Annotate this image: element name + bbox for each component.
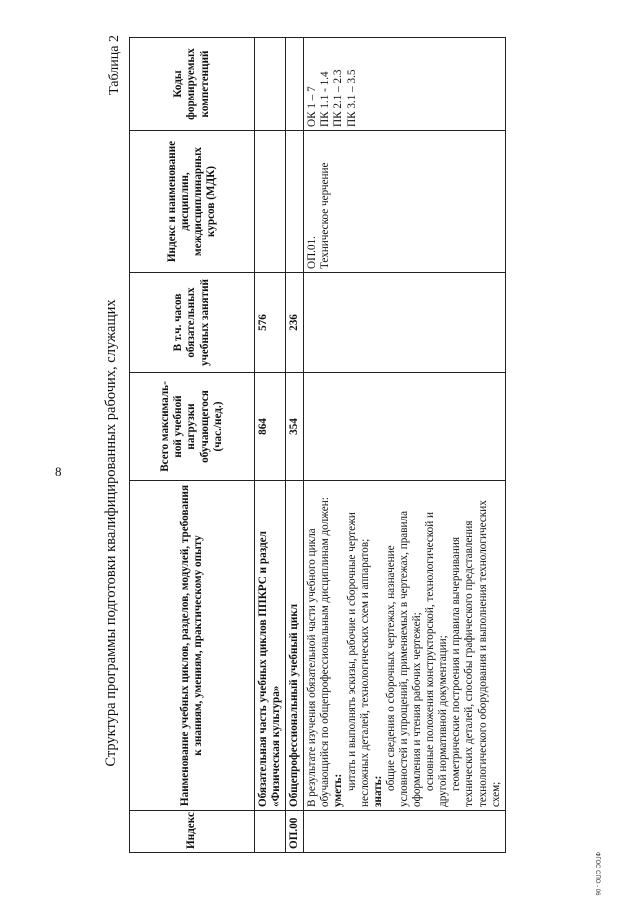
header-competences: Коды формируемых компетенций (130, 38, 255, 131)
table-caption: Структура программы подготовки квалифицированных рабочих, служащих (103, 299, 119, 767)
row-index (255, 811, 286, 853)
row-competences (304, 38, 505, 131)
header-index: Индекс (130, 811, 255, 853)
row-max-load (304, 373, 505, 481)
competence-code: ПК 2.1 – 2.3 (332, 69, 345, 127)
competence-code: ПК 3.1 – 3.5 (345, 69, 358, 127)
row-name: Обязательная часть учебных циклов ППКРС и раздел «Физическая культура» (255, 481, 286, 811)
row-mdk (286, 131, 304, 273)
knowledge-item: общие сведения о сборочных чертежах, назначение условностей и упрощений, применяемых в чертежах, правила оформления и чтения рабочих чертежей; (384, 510, 424, 807)
table-row (286, 38, 304, 853)
header-name: Наименование учебных циклов, разделов, модулей, требования к знаниям, умениям, практическому опыту (130, 481, 255, 811)
header-mdk: Индекс и наименование дисциплин, междисциплинарных курсов (МДК) (130, 131, 255, 273)
knowledge-item: геометрические построения и правила вычерчивания технических деталей, способы графического представления технологического оборудования и выполнения технологических схем; (450, 500, 502, 807)
skill-item: читать и выполнять эскизы, рабочие и сборочные чертежи несложных деталей, технологических схем и аппаратов; (345, 512, 371, 807)
structure-table-container (129, 38, 589, 853)
row-competences (255, 38, 286, 131)
table-row (255, 38, 286, 853)
header-max-load: Всего максималь-ной учебной нагрузки обучающегося (час./нед.) (130, 373, 255, 481)
competence-code: ОК 1 – 7 (306, 86, 319, 127)
row-index: ОП.00 (286, 811, 304, 853)
row-competences (286, 38, 304, 131)
skills-label: уметь: (332, 773, 345, 807)
page-number: 8 (55, 464, 62, 479)
row-max-load: 354 (286, 373, 304, 481)
header-mandatory: В т.ч. часов обязательных учебных занятий (130, 273, 255, 373)
competence-code: ПК 1.1 - 1.4 (319, 71, 332, 127)
row-description (304, 481, 505, 811)
row-mandatory (304, 273, 505, 373)
header-row (130, 38, 255, 853)
table-label: Таблица 2 (107, 35, 122, 95)
structure-table (129, 37, 506, 853)
row-mdk (255, 131, 286, 273)
description-intro: В результате изучения обязательной части учебного цикла обучающийся по общепрофессиональным дисциплинам должен: (306, 497, 332, 807)
knowledge-item: основные положения конструкторской, технологической и другой нормативной документации; (424, 511, 450, 807)
row-name: Общепрофессиональный учебный цикл (286, 481, 304, 811)
footer-mark: ФГОС СПО - 06 (594, 852, 600, 896)
row-index (304, 811, 505, 853)
table-row-detail (304, 38, 505, 853)
row-mandatory: 236 (286, 273, 304, 373)
row-mdk (304, 131, 505, 273)
mdk-name: Техническое черчение (319, 162, 332, 269)
row-mandatory: 576 (255, 273, 286, 373)
mdk-code: ОП.01. (306, 236, 319, 269)
row-max-load: 864 (255, 373, 286, 481)
knowledge-label: знать: (371, 775, 384, 807)
